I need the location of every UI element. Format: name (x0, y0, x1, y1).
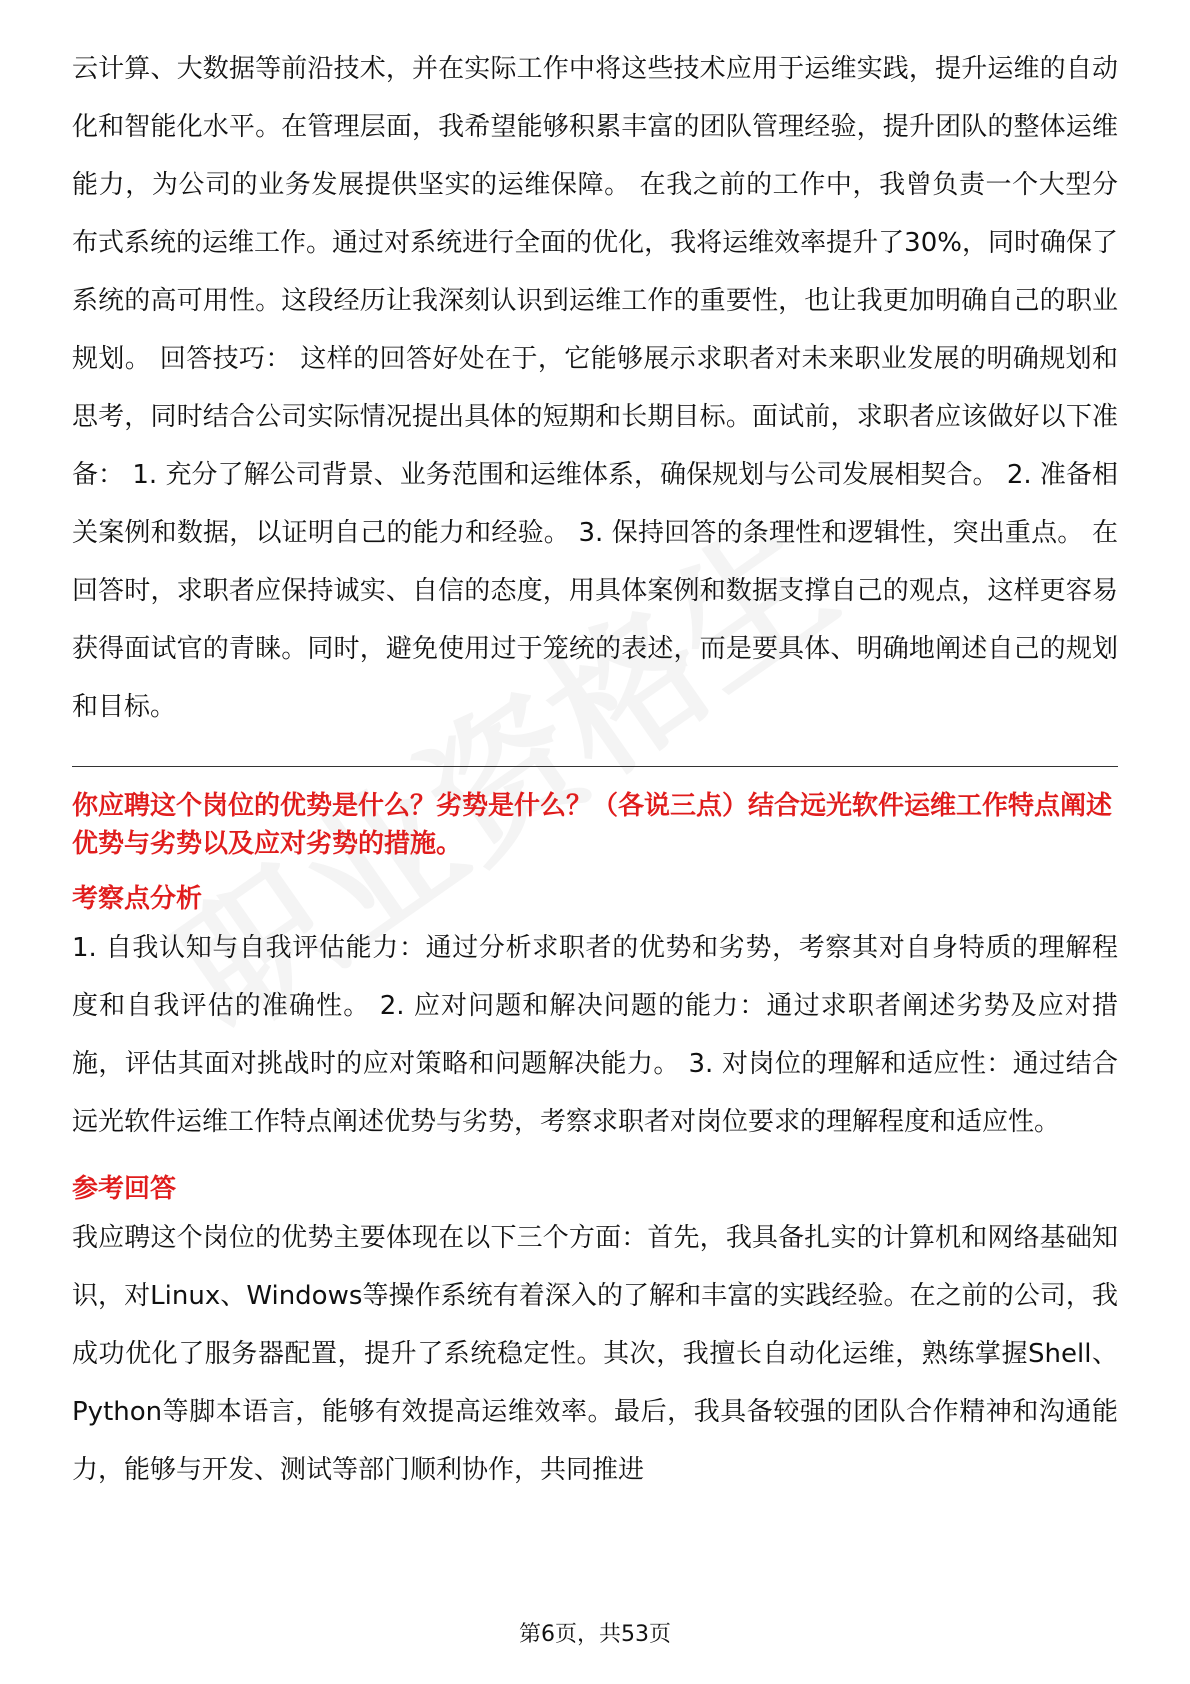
reference-answer-heading: 参考回答 (72, 1174, 177, 1204)
reference-answer-paragraph: 我应聘这个岗位的优势主要体现在以下三个方面：首先，我具备扎实的计算机和网络基础知识，对Linux、Windows等操作系统有着深入的了解和丰富的实践经验。在之前的公司，我成功优化了服务器配置，提升了系统稳定性。其次，我擅长自动化运维，熟练掌握Shell、Python等脚本语言，能够有效提高运维效率。最后，我具备较强的团队合作精神和沟通能力，能够与开发、测试等部门顺利协作，共同推进 (72, 1223, 1118, 1485)
analysis-paragraph: 1. 自我认知与自我评估能力：通过分析求职者的优势和劣势，考察其对自身特质的理解程度和自我评估的准确性。 2. 应对问题和解决问题的能力：通过求职者阐述劣势及应对措施，评估其面对挑战时的应对策略和问题解决能力。 3. 对岗位的理解和适应性：通过结合远光软件运维工作特点阐述优势与劣势，考察求职者对岗位要求的理解程度和适应性。 (72, 933, 1118, 1137)
section-divider (72, 766, 1118, 767)
page-number: 第6页，共53页 (519, 1622, 671, 1647)
interview-question: 你应聘这个岗位的优势是什么？劣势是什么？（各说三点）结合远光软件运维工作特点阐述优势与劣势以及应对劣势的措施。 (72, 791, 1113, 859)
answer-continuation-paragraph: 云计算、大数据等前沿技术，并在实际工作中将这些技术应用于运维实践，提升运维的自动化和智能化水平。在管理层面，我希望能够积累丰富的团队管理经验，提升团队的整体运维能力，为公司的业务发展提供坚实的运维保障。 在我之前的工作中，我曾负责一个大型分布式系统的运维工作。通过对系统进行全面的优化，我将运维效率提升了30%，同时确保了系统的高可用性。这段经历让我深刻认识到运维工作的重要性，也让我更加明确自己的职业规划。 回答技巧： 这样的回答好处在于，它能够展示求职者对未来职业发展的明确规划和思考，同时结合公司实际情况提出具体的短期和长期目标。面试前，求职者应该做好以下准备： 1. 充分了解公司背景、业务范围和运维体系，确保规划与公司发展相契合。 2. 准备相关案例和数据，以证明自己的能力和经验。 3. 保持回答的条理性和逻辑性，突出重点。 在回答时，求职者应保持诚实、自信的态度，用具体案例和数据支撑自己的观点，这样更容易获得面试官的青睐。同时，避免使用过于笼统的表述，而是要具体、明确地阐述自己的规划和目标。 (72, 54, 1118, 722)
analysis-heading: 考察点分析 (72, 884, 203, 914)
document-page (72, 40, 1118, 1499)
